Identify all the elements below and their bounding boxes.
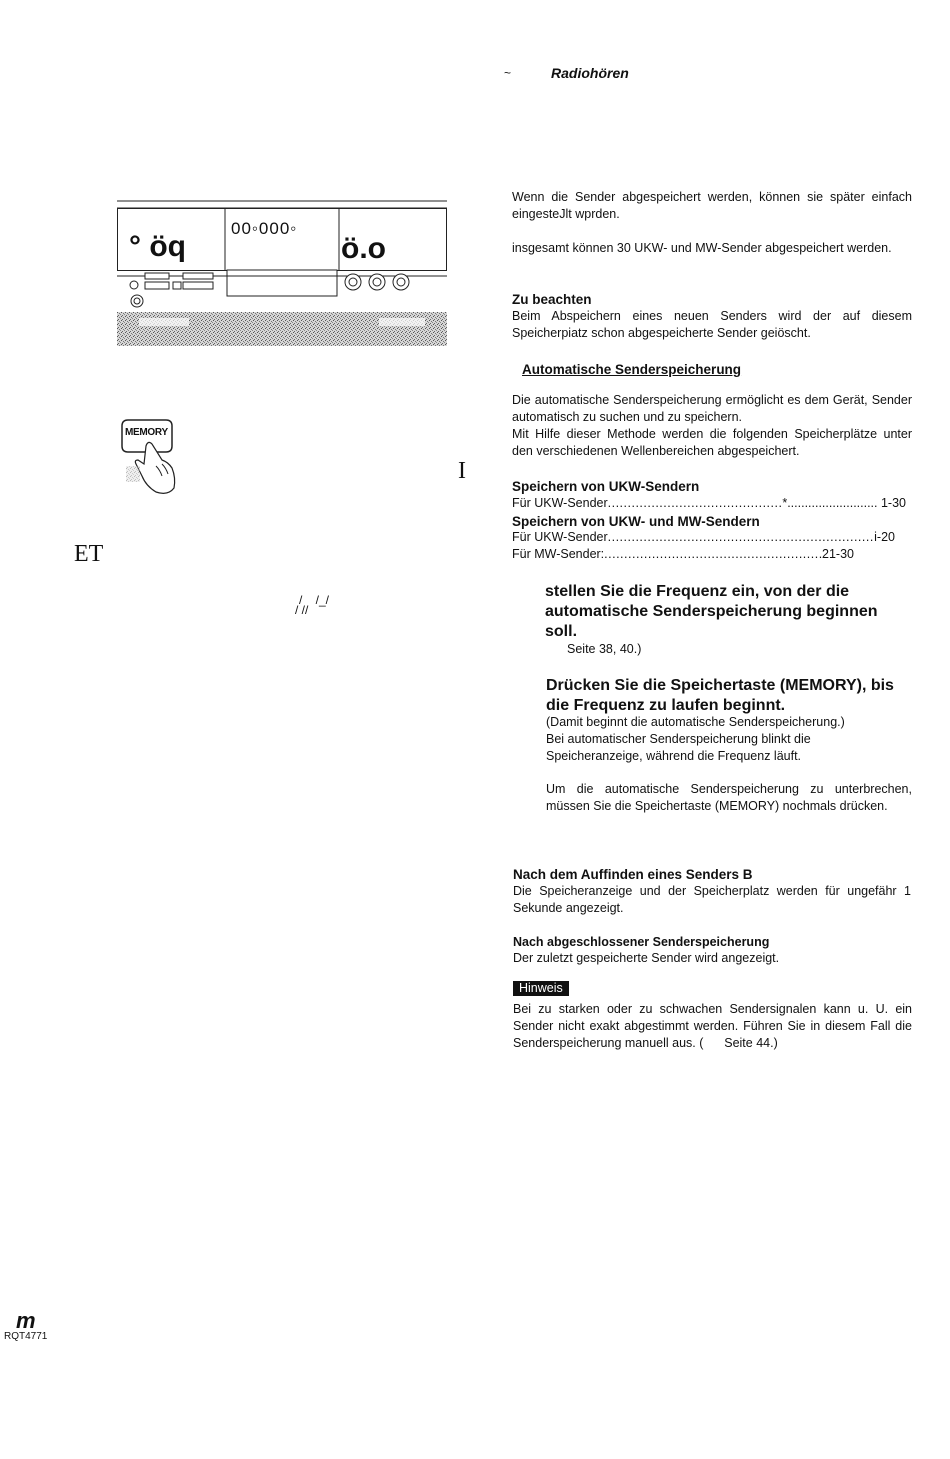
section-title: Radiohören [551, 65, 629, 81]
leader-dots [608, 495, 783, 512]
ukw-mw-heading: Speichern von UKW- und MW-Sendern [512, 514, 760, 529]
footer-page-mark: m [16, 1308, 36, 1333]
step2-title: Drücken Sie die Speichertaste (MEMORY), bis die Frequenz zu laufen beginnt. [546, 677, 894, 714]
ukw-only-label: Für UKW-Sender [512, 496, 608, 510]
memory-button-illustration [118, 416, 188, 498]
note-text: Beim Abspeichern eines neuen Senders wird der auf diesem Speicherpiatz schon abgespeicherte Sender geiöscht. [512, 309, 912, 340]
stray-letters-et: ET [74, 541, 104, 567]
device-illustration [117, 200, 447, 346]
done-heading: Nach abgeschlossener Senderspeicherung [513, 935, 770, 949]
stray-slashes-bottom: / // [295, 603, 309, 617]
ukw-mw-range-ukw: i-20 [874, 530, 895, 544]
ukw-only-heading: Speichern von UKW-Sendern [512, 479, 700, 494]
auto-text-1: Die automatische Senderspeicherung ermöglicht es dem Gerät, Sender automatisch zu suchen und zu speichern. [512, 393, 912, 424]
display-right: ö.o [341, 232, 386, 265]
intro-paragraph-2: insgesamt können 30 UKW- und MW-Sender abgespeichert werden. [512, 241, 892, 255]
ukw-mw-label-mw: Für MW-Sender: [512, 547, 605, 561]
auto-heading: Automatische Senderspeicherung [522, 362, 742, 377]
note-heading: Zu beachten [512, 292, 592, 307]
ukw-mw-row-ukw [512, 529, 895, 546]
auto-text-2: Mit Hilfe dieser Methode werden die folgenden Speicherplätze unter den verschiedenen Wellenbereichen abgespeichert. [512, 427, 912, 458]
memory-button-label: MEMORY [125, 427, 168, 438]
found-heading: Nach dem Auffinden eines Senders B [513, 867, 753, 882]
hint-badge: Hinweis [513, 981, 569, 996]
intro-paragraph-1: Wenn die Sender abgespeichert werden, können sie später einfach eingesteJlt wprden. [512, 190, 912, 221]
ukw-mw-row-mw [512, 546, 854, 563]
ukw-only-range: *.......................... 1-30 [782, 496, 906, 510]
found-text: Die Speicheranzeige und der Speicherplatz werden für ungefähr 1 Sekunde angezeigt. [513, 884, 911, 915]
stray-slashes-top: / /_/ [299, 593, 330, 607]
step2-line-1: (Damit beginnt die automatische Senderspeicherung.) [546, 715, 845, 729]
header-tilde: ~ [504, 66, 512, 80]
ukw-only-row [512, 495, 906, 512]
step2-line-2: Bei automatischer Senderspeicherung blinkt die Speicheranzeige, während die Frequenz läuft. [546, 732, 811, 763]
display-mid: 00◦000◦ [231, 219, 298, 238]
stray-letter-i: I [458, 458, 466, 484]
step1-reference: Seite 38, 40.) [567, 642, 642, 656]
display-left: ° öq [129, 230, 186, 263]
ukw-mw-range-mw: 21-30 [822, 547, 854, 561]
leader-dots [608, 529, 875, 546]
ukw-mw-label-ukw: Für UKW-Sender [512, 530, 608, 544]
leader-dots [604, 546, 822, 563]
done-text: Der zuletzt gespeicherte Sender wird angezeigt. [513, 951, 780, 965]
step2-interrupt-text: Um die automatische Senderspeicherung zu unterbrechen, müssen Sie die Speichertaste (MEMORY) nochmals drücken. [546, 782, 912, 813]
hint-text: Bei zu starken oder zu schwachen Sendersignalen kann u. U. ein Sender nicht exakt abgestimmt werden. Führen Sie in diesem Fall die Senderspeicherung manuell aus. ( Seite 44.) [513, 1002, 916, 1050]
footer-code: RQT4771 [4, 1331, 48, 1342]
step1-title: stellen Sie die Frequenz ein, von der die automatische Senderspeicherung beginnen soll. [545, 583, 878, 640]
